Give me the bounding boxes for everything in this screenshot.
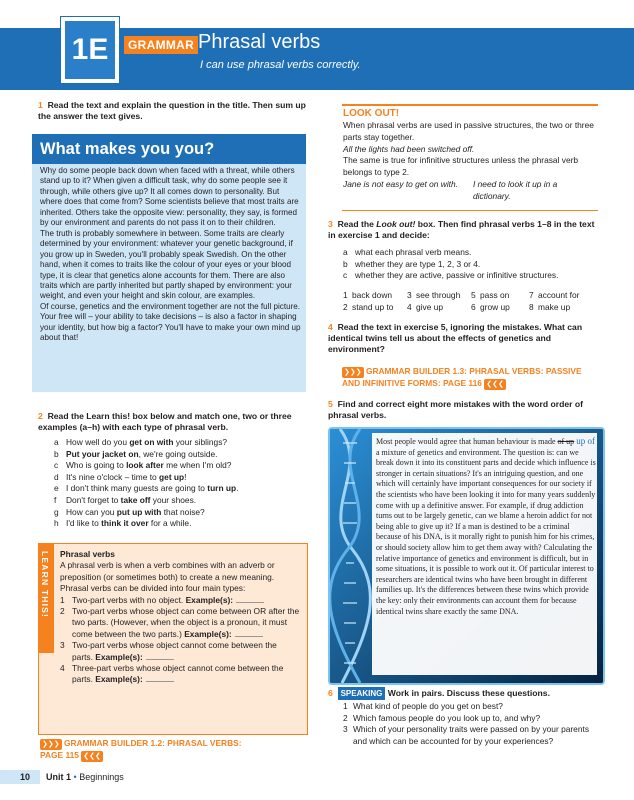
chevron-left-icon: ❮❮❮ (486, 381, 504, 388)
chevron-right-icon: ❯❯❯ (344, 369, 362, 376)
exercise-4: 4 Read the text in exercise 5, ignoring the mistakes. What can identical twins tell us about the effects of genetics and environment? (328, 322, 583, 354)
example-item: e I don't think many guests are going to turn up. (54, 483, 239, 494)
exercise-number: 3 (328, 219, 333, 229)
example-item: c Who is going to look after me when I'm old? (54, 460, 232, 471)
error-correction-text: Most people would agree that human behaviour is made of up up of a mixture of genetics and environment. The question is: can we break down it into its constituent parts and decide which influence is stronger in certain situations? It's an intriguing question, and one which will certainly have important consequences for our society if the scientists who have been looking it into for many years suddenly come with up a definitive answer. For example, if drug addiction turns out to be largely genetic, can we blame a heroin addict for not being able to give up it? If a man is destined to be a criminal because of his DNA, is it morally right to punish him for his crimes, or should society allow him to get them away with? Calculating the relative importance of genetics and environment is difficult, but in some situations, it is possible to work out it. Of particular interest to researchers are identical twins who have been brought in different families up. It's the differences between these twins which provide the key: only their environments can account them for because identical twins share exactly the same DNA. (376, 436, 596, 616)
phrasal-verb-grid (343, 290, 608, 313)
option-item: b whether they are type 1, 2, 3 or 4. (343, 258, 481, 269)
exercise-6: 6 SPEAKING Work in pairs. Discuss these questions. (328, 688, 550, 698)
learn-this-heading: Phrasal verbs (60, 549, 115, 559)
unit-code-box (60, 16, 120, 84)
reading-text (40, 166, 302, 344)
reading-paragraph: Why do some people back down when faced with a threat, while others stand up to it? When given a difficult task, why do some people see it through, while others give up? It all comes down to personality. But where does that come from? Some scientists believe that most traits are inherited. Others take the opposite view: personality, they say, is formed by our environment and parents do not pass it on to their children. (40, 166, 299, 228)
lookout-title: LOOK OUT! (343, 108, 400, 119)
type-item: 1 Two-part verbs with no object. Example(s): (60, 595, 300, 606)
exercise-number: 4 (328, 322, 333, 332)
option-item: a what each phrasal verb means. (343, 247, 472, 257)
chevron-left-icon: ❮❮❮ (83, 753, 101, 760)
phrasal-verb-item: 1 back down (343, 290, 393, 300)
unit-code: 1E (65, 21, 115, 79)
speaking-badge: SPEAKING (338, 687, 386, 700)
type-item: 2 Two-part verbs whose object can come between OR after the two parts. (However, when the object is a pronoun, it must come between the two parts.) Example(s): (60, 606, 300, 639)
example-list (54, 437, 309, 530)
learn-this-content (60, 549, 300, 686)
lookout-top-rule (342, 104, 598, 106)
exercise-instruction: Read the text and explain the question in the title. Then sum up the answer the text gives. (38, 100, 306, 121)
struck-text: of up (557, 437, 575, 446)
exercise-2 (38, 411, 306, 433)
exercise-number: 2 (38, 411, 43, 421)
phrasal-verb-item: 5 pass on (471, 290, 510, 300)
exercise-number: 6 (328, 688, 333, 698)
question-item: 1 What kind of people do you get on best? (343, 701, 503, 711)
exercise-instruction: Read the Learn this! box below and match one, two or three examples (a–h) with each type of phrasal verb. (38, 411, 292, 432)
question-item: 3 Which of your personality traits were passed on by your parents and which can be accounted for by your experiences? (343, 724, 590, 746)
phrasal-verb-item: 3 see through (407, 290, 461, 300)
reading-title: What makes you you? (32, 134, 306, 164)
type-list (60, 595, 300, 686)
section-badge: GRAMMAR (124, 36, 198, 54)
lookout-body: When phrasal verbs are used in passive structures, the two or three parts stay together. All the lights had been switched off. The same is true for infinitive structures unless the phrasal verb belongs to type 2. Jane is not easy to get on with. I need to look it up in a dictionary. (343, 120, 594, 201)
exercise-5: 5 Find and correct eight more mistakes with the word order of phrasal verbs. (328, 399, 584, 420)
option-list (343, 247, 603, 282)
handwritten-correction: up of (576, 436, 595, 446)
phrasal-verb-item: 4 give up (407, 301, 444, 312)
option-item: c whether they are active, passive or infinitive structures. (343, 270, 559, 281)
reading-paragraph: The truth is probably somewhere in between. Some traits are clearly determined by your environment: whatever your genetic background, if you grow up in Sweden, you'll probably speak Swedish. On the other hand, when it comes to traits like the colour of your eyes or your blood type, it is clear that genetics alone accounts for them. There are also traits which are partly inherited but partly shaped by environment: your weight, and even your height and skin colour, are examples. (40, 228, 293, 301)
reading-paragraph: Of course, genetics and the environment together are not the full picture. Your free will – your ability to take decisions – is also a factor in shaping your identity, but how big a factor? You'll have to make your own mind up about that! (40, 301, 301, 343)
learn-this-tab: LEARN THIS! (38, 543, 54, 653)
exercise-1 (38, 100, 308, 122)
exercise-3: 3 Read the Look out! box. Then find phrasal verbs 1–8 in the text in exercise 1 and decide: (328, 219, 595, 240)
phrasal-verb-item: 6 grow up (471, 301, 510, 312)
example-item: g How can you put up with that noise? (54, 506, 205, 517)
page-subtitle: I can use phrasal verbs correctly. (200, 59, 361, 71)
type-item: 3 Two-part verbs whose object cannot come between the parts. Example(s): (60, 640, 277, 662)
grammar-builder-link[interactable]: ❯❯❯ GRAMMAR BUILDER 1.3: PHRASAL VERBS: PASSIVE AND INFINITIVE FORMS: PAGE 116 ❮❮❮ (342, 366, 582, 388)
chevron-right-icon: ❯❯❯ (42, 741, 60, 748)
example-item: a How well do you get on with your siblings? (54, 437, 228, 447)
example-item: f Don't forget to take off your shoes. (54, 494, 197, 505)
exercise-number: 5 (328, 399, 333, 409)
learn-this-intro: A phrasal verb is when a verb combines with an adverb or preposition (or sometimes both) to create a new meaning. Phrasal verbs can be divided into four main types: (60, 560, 275, 594)
page-title: Phrasal verbs (198, 31, 321, 53)
exercise-number: 1 (38, 100, 43, 110)
phrasal-verb-item: 7 account for (529, 290, 580, 300)
phrasal-verb-item: 8 make up (529, 301, 571, 312)
question-item: 2 Which famous people do you look up to, and why? (343, 712, 541, 723)
page-number: 10 (20, 772, 31, 782)
grammar-builder-link[interactable]: ❯❯❯ GRAMMAR BUILDER 1.2: PHRASAL VERBS: PAGE 115 ❮❮❮ (40, 738, 242, 760)
example-item: d It's nine o'clock – time to get up! (54, 471, 187, 482)
footer-unit: Unit 1 • Beginnings (46, 772, 124, 782)
question-list (343, 701, 601, 747)
phrasal-verb-item: 2 stand up to (343, 301, 394, 312)
example-item: b Put your jacket on, we're going outside. (54, 448, 218, 459)
type-item: 4 Three-part verbs whose object cannot come between the parts. Example(s): (60, 663, 284, 685)
lookout-bottom-rule (342, 210, 598, 211)
example-item: h I'd like to think it over for a while. (54, 518, 192, 529)
